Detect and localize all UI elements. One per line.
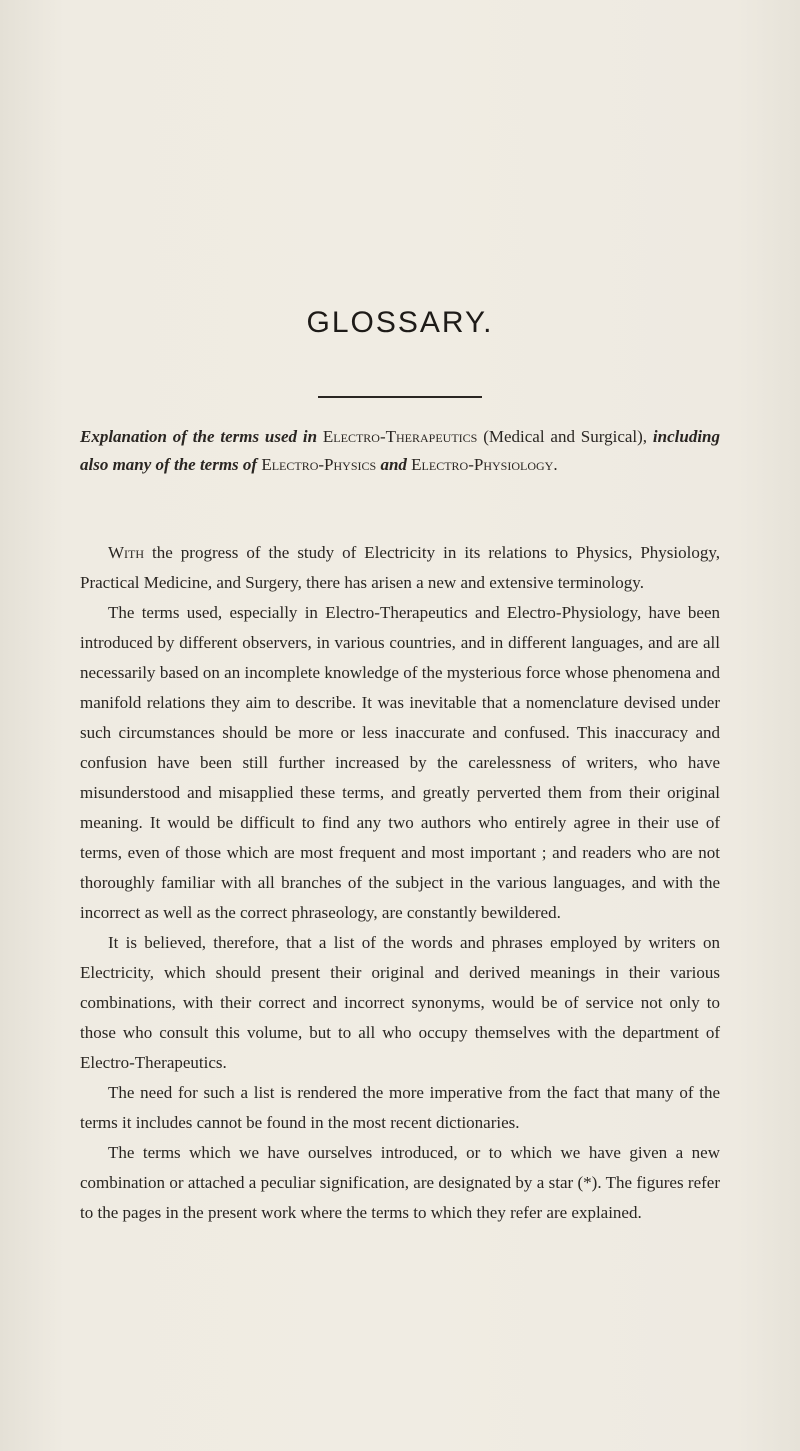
term-electro-physics: Electro-Physics [261, 455, 377, 474]
explanation-middle: including also many of the terms of [80, 427, 721, 474]
explanation-and: and [380, 455, 407, 474]
paragraph [80, 1138, 720, 1228]
paragraph [80, 598, 720, 928]
body-text [80, 538, 720, 1228]
page-title: GLOSSARY. [306, 306, 494, 339]
paragraph-text: The terms used, especially in Electro-Therapeutics and Electro-Physiology, have been introduced by different observers, in various countries, and in different languages, and are all necessarily based on an incomplete knowledge of the mysterious force whose phenomena and manifold relations they aim to describe. It was inevitable that a nomenclature devised under such circumstances should be more or less inaccurate and confused. This inaccuracy and confusion have been still further increased by the carelessness of writers, who have misunderstood and misapplied these terms, and greatly perverted them from their original meaning. It would be difficult to find any two authors who entirely agree in their use of terms, even of those which are most frequent and most important ; and readers who are not thoroughly familiar with all branches of the subject in the various languages, and with the incorrect as well as the correct phraseology, are constantly bewildered. [80, 603, 720, 922]
paragraph [80, 928, 720, 1078]
paragraph-text: the progress of the study of Electricity in its relations to Physics, Physiology, Practical Medicine, and Surgery, there has arisen a new and extensive terminology. [80, 543, 720, 592]
explanation-paren: (Medical and Surgical), [477, 427, 653, 446]
explanation-intro: Explanation of the terms used in [80, 427, 318, 446]
title-rule [318, 396, 482, 398]
paragraph [80, 538, 720, 598]
paragraph-text: It is believed, therefore, that a list of the words and phrases employed by writers on Electricity, which should present their original and derived meanings in their various combinations, with their correct and incorrect synonyms, would be of service not only to those who consult this volume, but to all who occupy themselves with the department of Electro-Therapeutics. [80, 933, 720, 1072]
paragraph-text: The need for such a list is rendered the more imperative from the fact that many of the terms it includes cannot be found in the most recent dictionaries. [80, 1083, 720, 1132]
term-electro-therapeutics: Electro-Therapeutics [322, 427, 478, 446]
paragraph-lead: With [108, 543, 145, 562]
explanation [80, 423, 720, 479]
paragraph [80, 1078, 720, 1138]
term-electro-physiology: Electro-Physiology. [411, 455, 558, 474]
paragraph-text: The terms which we have ourselves introduced, or to which we have given a new combination or attached a peculiar signification, are designated by a star (*). The figures refer to the pages in the present work where the terms to which they refer are explained. [80, 1143, 720, 1222]
